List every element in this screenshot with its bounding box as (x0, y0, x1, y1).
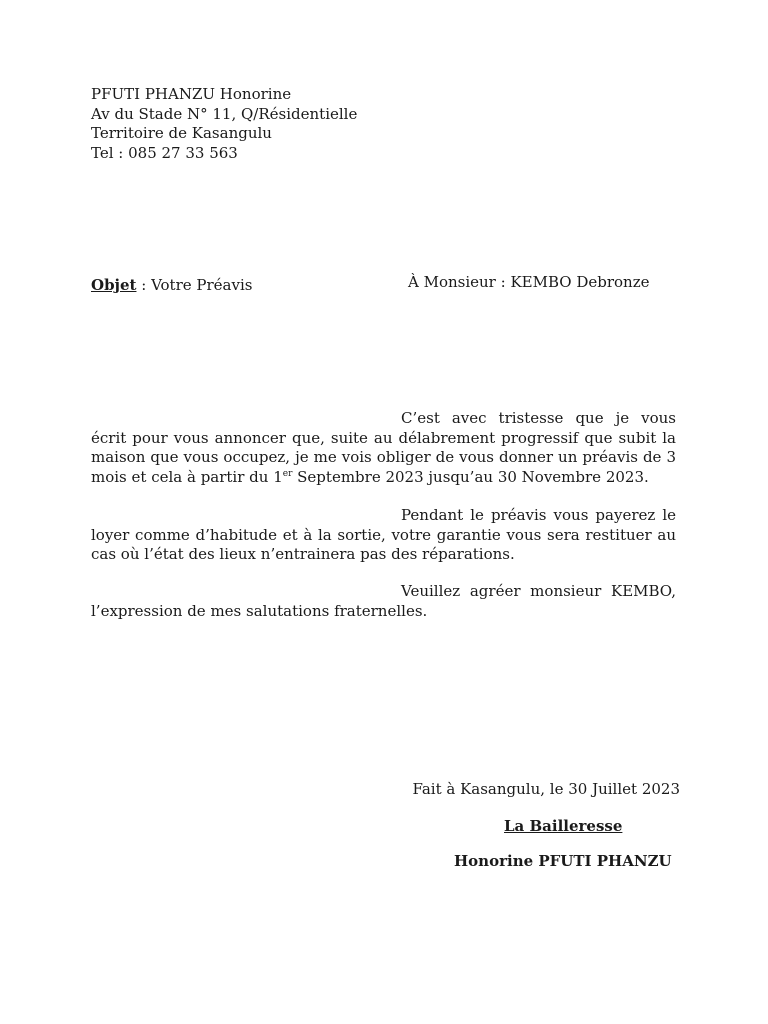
sender-block (91, 85, 357, 163)
sender-territory: Territoire de Kasangulu (91, 124, 272, 142)
body-paragraph-3: Veuillez agréer monsieur KEMBO, l’expression de mes salutations fraternelles. (91, 582, 676, 620)
recipient-line: À Monsieur : KEMBO Debronze (408, 273, 650, 291)
body-paragraph-1 (91, 409, 676, 487)
paragraph-1-text: C’est avec tristesse que je vous écrit pour vous annoncer que, suite au délabrement progressif que subit la maison que vous occupez, je me vois obliger de vous donner un préavis de 3 mois et cela à partir du 1 (91, 409, 676, 486)
body-paragraph-2: Pendant le préavis vous payerez le loyer comme d’habitude et à la sortie, votre garantie vous sera restituer au cas où l’état des lieux n’entrainera pas des réparations. (91, 506, 676, 563)
signatory-role: La Bailleresse (504, 817, 623, 835)
sender-address: Av du Stade N° 11, Q/Résidentielle (91, 104, 358, 123)
subject-line (91, 276, 252, 294)
paragraph-1-text-end: Septembre 2023 jusqu’au 30 Novembre 2023. (292, 467, 649, 486)
subject-separator: : (136, 276, 152, 294)
ordinal-superscript: er (282, 468, 293, 479)
signatory-name: Honorine PFUTI PHANZU (454, 852, 672, 870)
sender-phone: Tel : 085 27 33 563 (91, 143, 238, 162)
subject-label: Objet (91, 276, 137, 294)
sender-name: PFUTI PHANZU Honorine (91, 85, 292, 103)
subject-value: Votre Préavis (151, 276, 253, 294)
date-place-line: Fait à Kasangulu, le 30 Juillet 2023 (412, 780, 680, 798)
